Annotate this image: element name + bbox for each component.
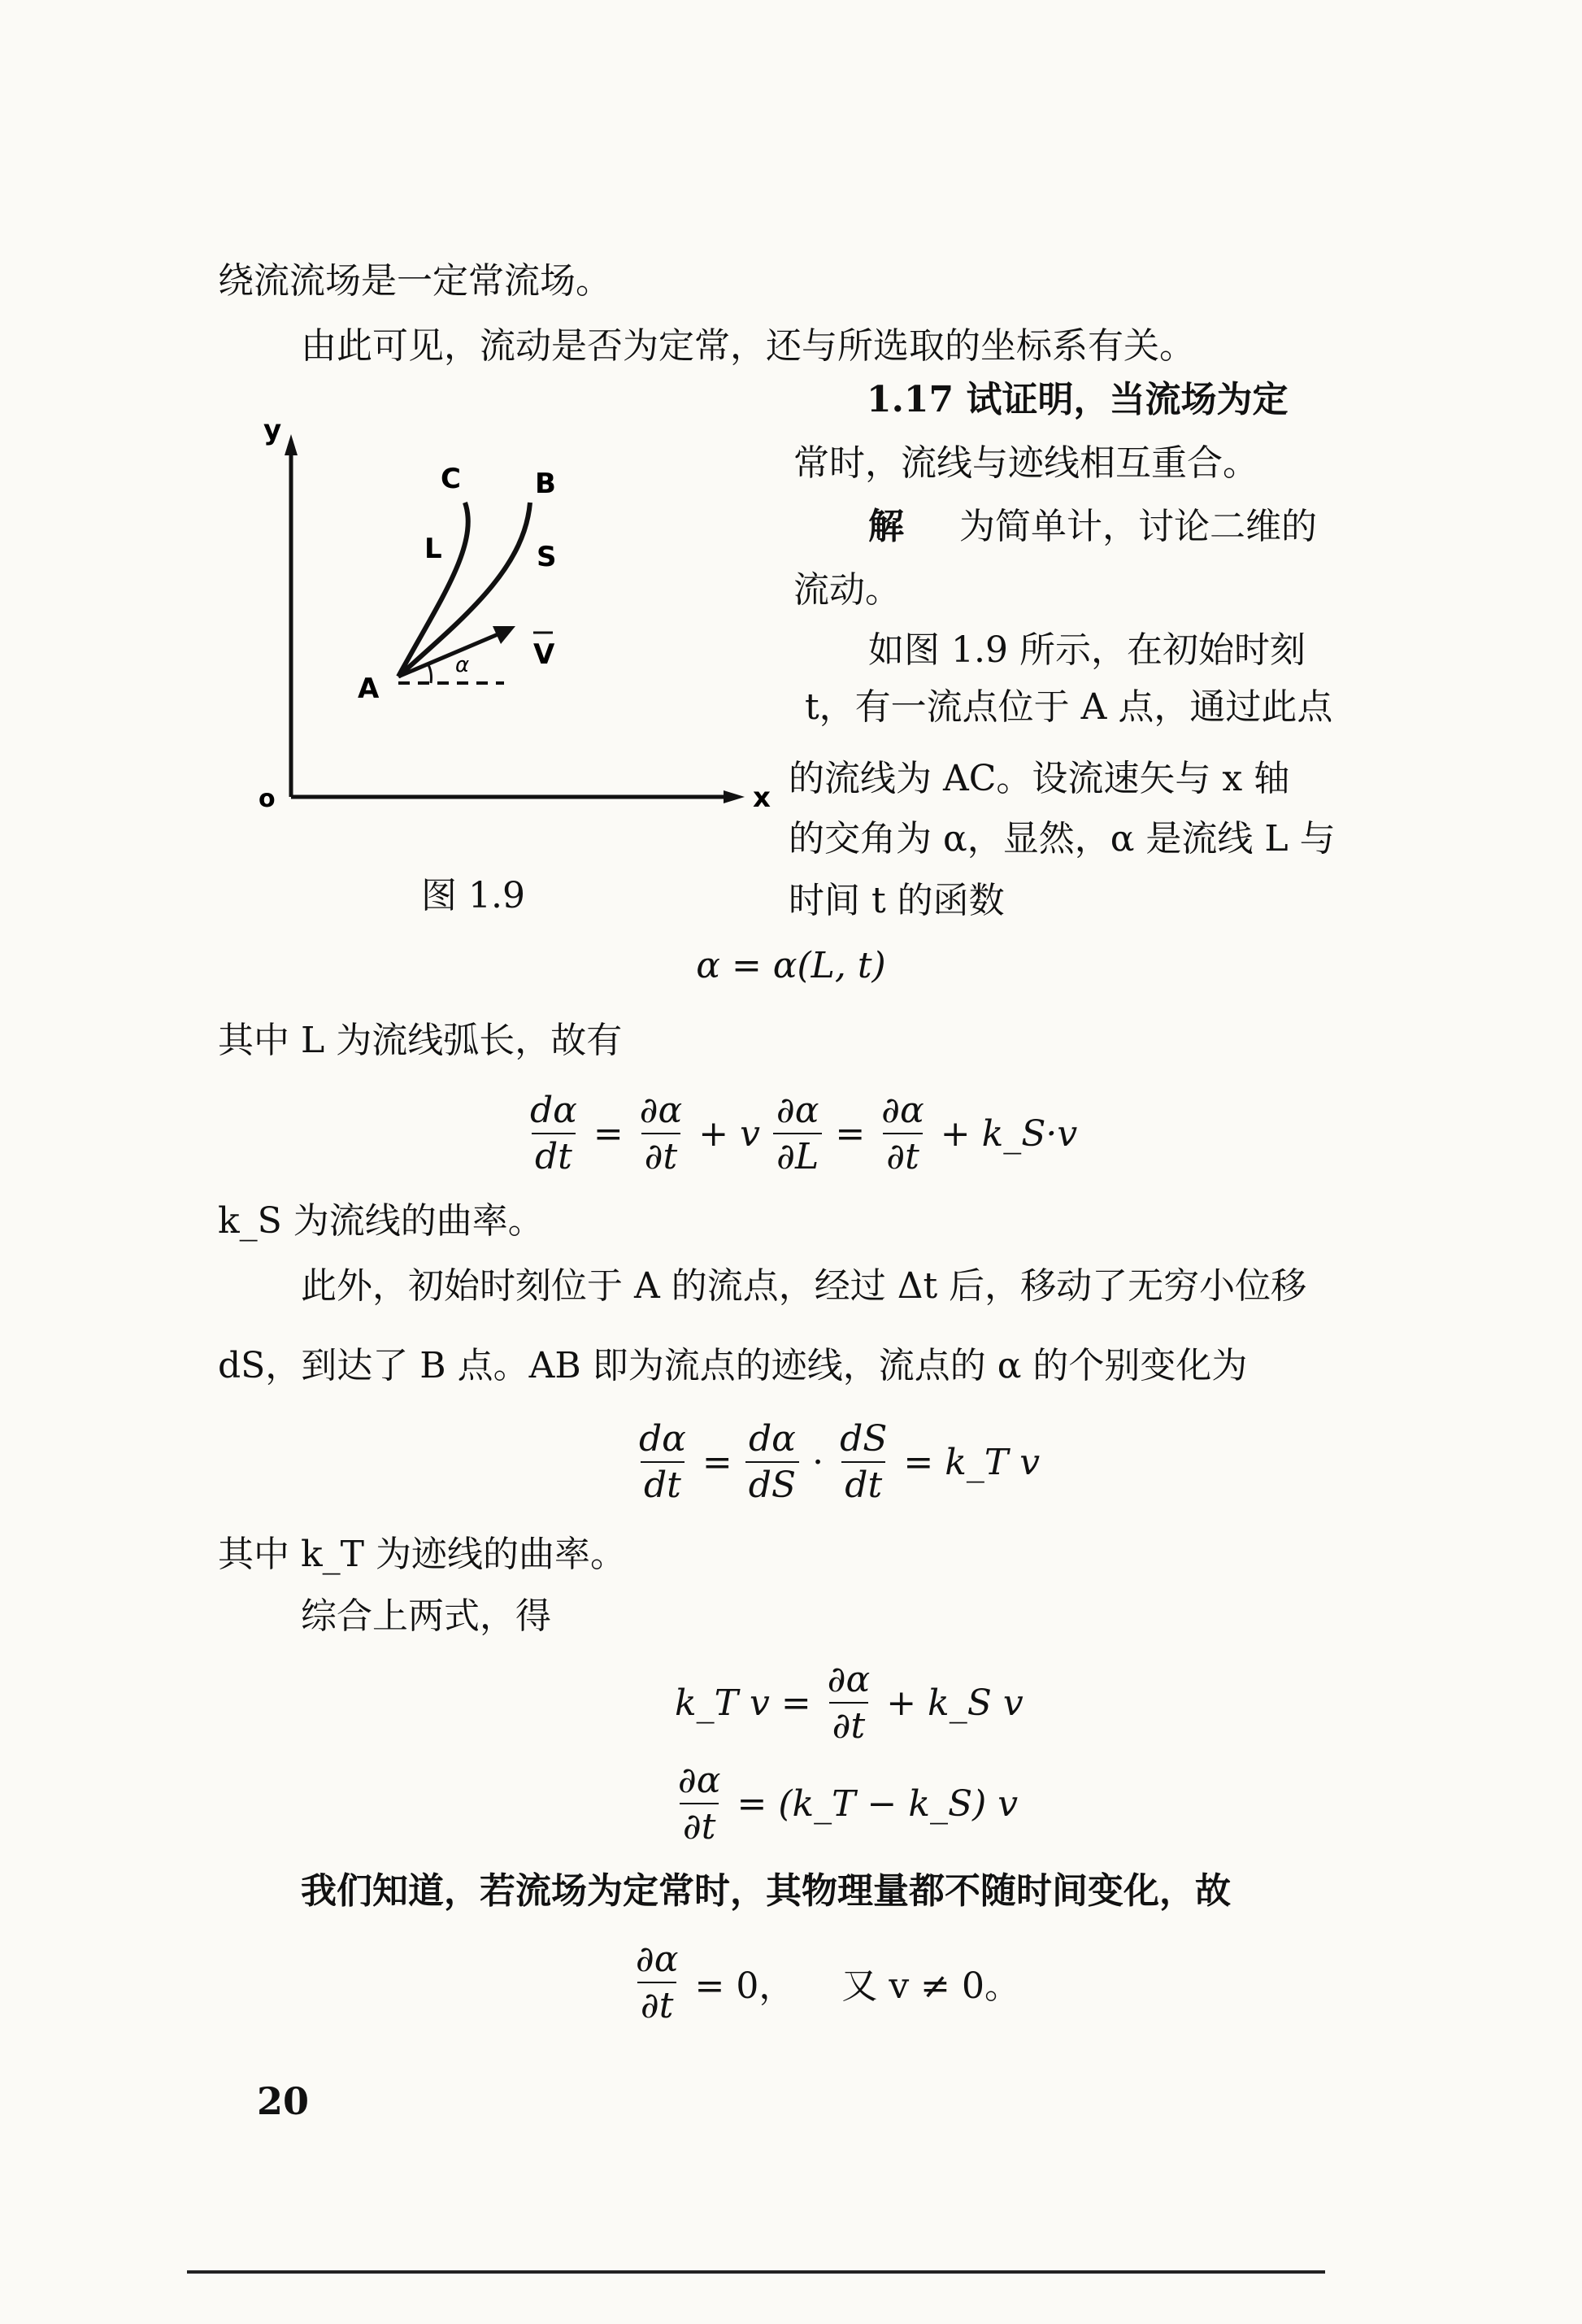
angle-arc <box>428 664 432 683</box>
frac-2: $\frac{\partial\alpha}{\partial t}$ <box>639 1090 683 1177</box>
equation-alpha: α = α(L, t) <box>696 945 886 986</box>
equation-streamline-derivative: $\frac{d\alpha}{dt}$ = $\frac{\partial\alpha}{\partial t}$ + v $\frac{\partial\alpha}{\partial L}$ = $\frac{\partial\alpha}{\partial t}$ + k_S·v <box>520 1090 1084 1177</box>
velocity-vector <box>398 631 506 677</box>
page-number: 20 <box>257 2079 310 2123</box>
frac-3: $\frac{\partial\alpha}{\partial L}$ <box>773 1090 822 1177</box>
text-line-2: 由此可见，流动是否为定常，还与所选取的坐标系有关。 <box>301 325 1195 367</box>
text-line-18: 我们知道，若流场为定常时，其物理量都不随时间变化，故 <box>301 1870 1231 1912</box>
text-line-5: 为简单计，讨论二维的 <box>959 506 1317 547</box>
frac-4: $\frac{\partial\alpha}{\partial t}$ <box>881 1090 924 1177</box>
text-line-6: 流动。 <box>793 569 901 611</box>
label-x: x <box>753 781 771 814</box>
label-o: o <box>259 785 276 813</box>
label-C: C <box>441 463 461 495</box>
figure-caption: 图 1.9 <box>421 875 525 916</box>
text-line-4: 常时，流线与迹线相互重合。 <box>793 442 1258 484</box>
frac-6: $\frac{d\alpha}{dS}$ <box>745 1418 799 1506</box>
equation-pathline-derivative: $\frac{d\alpha}{dt}$ = $\frac{d\alpha}{dS}$ · $\frac{dS}{dt}$ = k_T v <box>629 1418 1046 1506</box>
text-line-9: 的流线为 AC。设流速矢与 x 轴 <box>789 758 1290 799</box>
solution-label: 解 <box>868 506 904 547</box>
y-axis-arrow <box>285 434 298 455</box>
frac-1: $\frac{d\alpha}{dt}$ <box>530 1090 577 1177</box>
frac-5: $\frac{d\alpha}{dt}$ <box>639 1418 686 1506</box>
text-line-15: dS，到达了 B 点。AB 即为流点的迹线，流点的 α 的个别变化为 <box>218 1345 1248 1386</box>
text-line-14: 此外，初始时刻位于 A 的流点，经过 Δt 后，移动了无穷小位移 <box>301 1265 1307 1307</box>
text-line-16: 其中 k_T 为迹线的曲率。 <box>218 1534 626 1575</box>
label-V: V <box>533 638 555 671</box>
figure-1-9 <box>244 407 797 862</box>
frac-10: $\frac{\partial\alpha}{\partial t}$ <box>636 1939 679 2026</box>
frac-8: $\frac{\partial\alpha}{\partial t}$ <box>827 1659 871 1747</box>
label-y: y <box>263 414 282 446</box>
text-line-10: 的交角为 α，显然，α 是流线 L 与 <box>789 818 1336 860</box>
label-L: L <box>424 533 442 565</box>
frac-9: $\frac{\partial\alpha}{\partial t}$ <box>678 1760 721 1847</box>
x-axis-arrow <box>724 790 745 803</box>
text-line-13: k_S 为流线的曲率。 <box>218 1200 544 1242</box>
text-line-11: 时间 t 的函数 <box>789 880 1005 921</box>
label-S: S <box>537 541 557 573</box>
page-bottom-rule <box>187 2270 1325 2274</box>
text-line-7: 如图 1.9 所示，在初始时刻 <box>868 629 1306 671</box>
equation-steady: $\frac{\partial\alpha}{\partial t}$ = 0， 又 v ≠ 0。 <box>626 1939 1027 2026</box>
label-B: B <box>535 468 556 500</box>
equation-combined: k_T v = $\frac{\partial\alpha}{\partial t}$ + k_S v <box>675 1659 1024 1747</box>
text-line-1: 绕流流场是一定常流场。 <box>218 260 611 302</box>
label-alpha: α <box>455 653 470 677</box>
text-line-12: 其中 L 为流线弧长，故有 <box>218 1020 623 1061</box>
text-line-17: 综合上两式，得 <box>301 1595 551 1637</box>
text-line-8: t，有一流点位于 A 点，通过此点 <box>805 686 1333 728</box>
label-A: A <box>358 672 380 705</box>
frac-7: $\frac{dS}{dt}$ <box>840 1418 888 1506</box>
problem-heading: 1.17 试证明，当流场为定 <box>867 379 1289 420</box>
equation-partial: $\frac{\partial\alpha}{\partial t}$ = (k_T − k_S) v <box>668 1760 1024 1847</box>
